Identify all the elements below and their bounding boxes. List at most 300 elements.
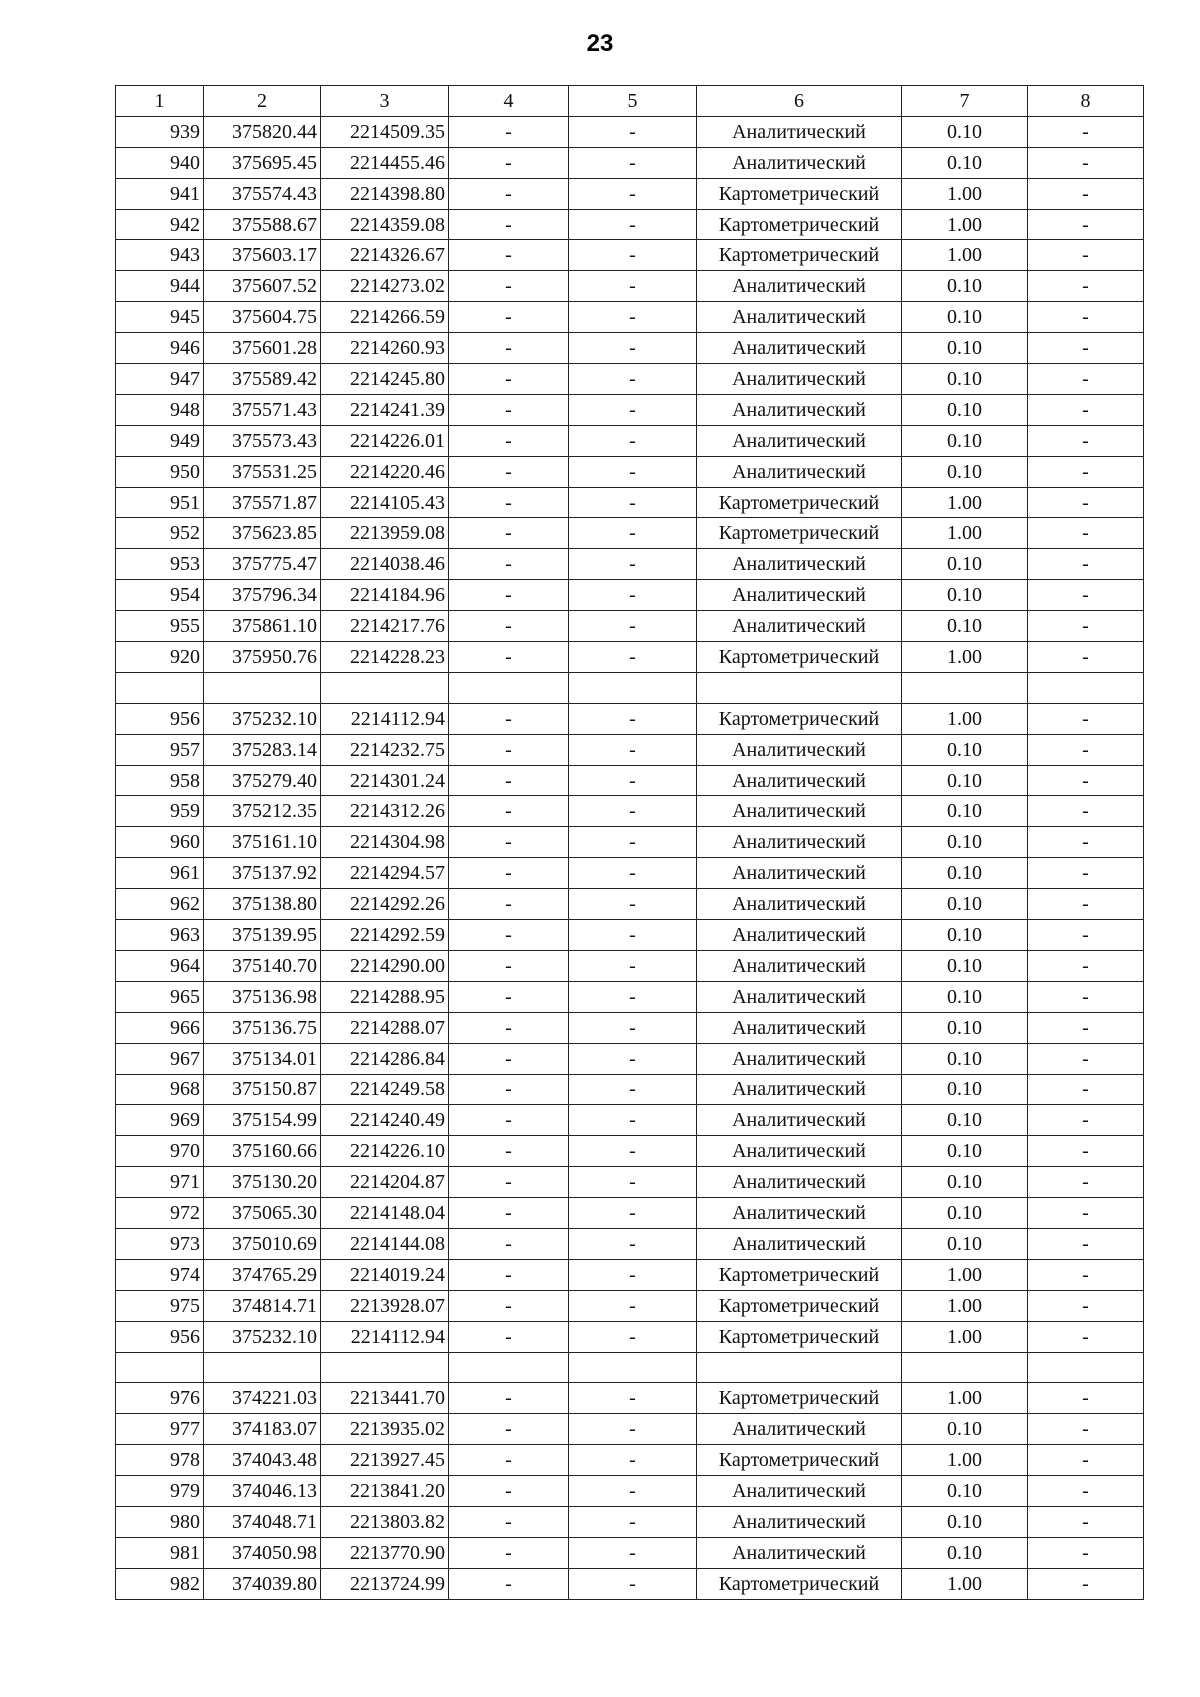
x-coordinate-cell: 375138.80: [204, 889, 321, 920]
method-cell: Аналитический: [697, 1476, 902, 1507]
table-row: [116, 1105, 1144, 1136]
table-row: [116, 271, 1144, 302]
col5-cell: -: [569, 1198, 697, 1229]
col5-cell: -: [569, 827, 697, 858]
table-row: [116, 1167, 1144, 1198]
point-number-cell: 980: [116, 1506, 204, 1537]
y-coordinate-cell: 2213841.20: [321, 1476, 449, 1507]
method-cell: Аналитический: [697, 394, 902, 425]
accuracy-cell: 1.00: [902, 1568, 1028, 1599]
table-row: [116, 518, 1144, 549]
x-coordinate-cell: 375571.43: [204, 394, 321, 425]
col8-cell: -: [1028, 116, 1144, 147]
table-row: [116, 1074, 1144, 1105]
x-coordinate-cell: 375601.28: [204, 333, 321, 364]
x-coordinate-cell: 375588.67: [204, 209, 321, 240]
point-number-cell: 972: [116, 1198, 204, 1229]
col5-cell: -: [569, 1105, 697, 1136]
y-coordinate-cell: 2214312.26: [321, 796, 449, 827]
col5-cell: -: [569, 178, 697, 209]
col5-cell: -: [569, 487, 697, 518]
col4-cell: -: [449, 1290, 569, 1321]
col8-cell: -: [1028, 1074, 1144, 1105]
accuracy-cell: 0.10: [902, 271, 1028, 302]
col4-cell: -: [449, 302, 569, 333]
col4-cell: -: [449, 1537, 569, 1568]
y-coordinate-cell: 2213441.70: [321, 1383, 449, 1414]
method-cell: Картометрический: [697, 240, 902, 271]
y-coordinate-cell: 2214266.59: [321, 302, 449, 333]
col5-cell: -: [569, 1136, 697, 1167]
table-row: [116, 1012, 1144, 1043]
col4-cell: -: [449, 487, 569, 518]
col5-cell: -: [569, 1259, 697, 1290]
point-number-cell: 956: [116, 1321, 204, 1352]
y-coordinate-cell: 2214240.49: [321, 1105, 449, 1136]
accuracy-cell: 0.10: [902, 580, 1028, 611]
col4-cell: -: [449, 394, 569, 425]
table-row: [116, 1321, 1144, 1352]
y-coordinate-cell: 2214455.46: [321, 147, 449, 178]
y-coordinate-cell: 2214228.23: [321, 642, 449, 673]
col4-cell: -: [449, 1445, 569, 1476]
table-row: [116, 178, 1144, 209]
y-coordinate-cell: 2214112.94: [321, 1321, 449, 1352]
y-coordinate-cell: [321, 1352, 449, 1383]
col8-cell: -: [1028, 642, 1144, 673]
table-row: [116, 116, 1144, 147]
col8-cell: -: [1028, 425, 1144, 456]
col4-cell: [449, 672, 569, 703]
point-number-cell: 944: [116, 271, 204, 302]
table-header: [116, 86, 1144, 117]
col4-cell: -: [449, 1476, 569, 1507]
col4-cell: -: [449, 364, 569, 395]
x-coordinate-cell: 374050.98: [204, 1537, 321, 1568]
col4-cell: -: [449, 1259, 569, 1290]
point-number-cell: 950: [116, 456, 204, 487]
y-coordinate-cell: 2214509.35: [321, 116, 449, 147]
col4-cell: -: [449, 827, 569, 858]
col8-cell: -: [1028, 703, 1144, 734]
y-coordinate-cell: 2214292.59: [321, 920, 449, 951]
col5-cell: -: [569, 1414, 697, 1445]
col5-cell: -: [569, 147, 697, 178]
accuracy-cell: 1.00: [902, 1259, 1028, 1290]
table-row: [116, 333, 1144, 364]
point-number-cell: 967: [116, 1043, 204, 1074]
table-row: [116, 920, 1144, 951]
y-coordinate-cell: 2214144.08: [321, 1228, 449, 1259]
col5-cell: -: [569, 209, 697, 240]
accuracy-cell: 0.10: [902, 1476, 1028, 1507]
point-number-cell: 974: [116, 1259, 204, 1290]
point-number-cell: 956: [116, 703, 204, 734]
accuracy-cell: 0.10: [902, 796, 1028, 827]
x-coordinate-cell: 375695.45: [204, 147, 321, 178]
accuracy-cell: 1.00: [902, 1445, 1028, 1476]
method-cell: Аналитический: [697, 1074, 902, 1105]
point-number-cell: [116, 672, 204, 703]
table-row: [116, 1228, 1144, 1259]
table-row: [116, 1476, 1144, 1507]
x-coordinate-cell: 375161.10: [204, 827, 321, 858]
method-cell: Аналитический: [697, 1043, 902, 1074]
accuracy-cell: 0.10: [902, 1105, 1028, 1136]
point-number-cell: 963: [116, 920, 204, 951]
point-number-cell: 968: [116, 1074, 204, 1105]
x-coordinate-cell: 375154.99: [204, 1105, 321, 1136]
method-cell: Аналитический: [697, 364, 902, 395]
col8-cell: -: [1028, 1476, 1144, 1507]
accuracy-cell: 0.10: [902, 456, 1028, 487]
col8-cell: -: [1028, 240, 1144, 271]
col5-cell: -: [569, 889, 697, 920]
table-row: [116, 302, 1144, 333]
col4-cell: -: [449, 796, 569, 827]
col8-cell: -: [1028, 394, 1144, 425]
accuracy-cell: 0.10: [902, 889, 1028, 920]
col5-cell: -: [569, 1012, 697, 1043]
col5-cell: -: [569, 240, 697, 271]
col4-cell: -: [449, 1321, 569, 1352]
y-coordinate-cell: 2214217.76: [321, 611, 449, 642]
accuracy-cell: 0.10: [902, 1136, 1028, 1167]
col4-cell: -: [449, 734, 569, 765]
col8-cell: -: [1028, 889, 1144, 920]
method-cell: Картометрический: [697, 518, 902, 549]
accuracy-cell: 1.00: [902, 178, 1028, 209]
x-coordinate-cell: 374046.13: [204, 1476, 321, 1507]
col8-cell: -: [1028, 487, 1144, 518]
point-number-cell: 951: [116, 487, 204, 518]
y-coordinate-cell: 2214294.57: [321, 858, 449, 889]
point-number-cell: 957: [116, 734, 204, 765]
point-number-cell: 976: [116, 1383, 204, 1414]
accuracy-cell: 1.00: [902, 1321, 1028, 1352]
col4-cell: -: [449, 1198, 569, 1229]
col8-cell: -: [1028, 178, 1144, 209]
y-coordinate-cell: 2214273.02: [321, 271, 449, 302]
table-row: [116, 209, 1144, 240]
col5-cell: -: [569, 642, 697, 673]
col8-cell: -: [1028, 518, 1144, 549]
col5-cell: -: [569, 1506, 697, 1537]
accuracy-cell: 0.10: [902, 1074, 1028, 1105]
table-body: [116, 116, 1144, 1599]
x-coordinate-cell: 375232.10: [204, 703, 321, 734]
method-cell: Картометрический: [697, 1383, 902, 1414]
accuracy-cell: 0.10: [902, 950, 1028, 981]
col8-cell: -: [1028, 611, 1144, 642]
x-coordinate-cell: 375010.69: [204, 1228, 321, 1259]
x-coordinate-cell: 375589.42: [204, 364, 321, 395]
method-cell: [697, 1352, 902, 1383]
col4-cell: -: [449, 1105, 569, 1136]
col4-cell: -: [449, 1383, 569, 1414]
col5-cell: -: [569, 1476, 697, 1507]
col8-cell: -: [1028, 271, 1144, 302]
point-number-cell: 954: [116, 580, 204, 611]
y-coordinate-cell: 2214019.24: [321, 1259, 449, 1290]
col5-cell: -: [569, 1043, 697, 1074]
method-cell: [697, 672, 902, 703]
col5-cell: -: [569, 116, 697, 147]
col5-cell: -: [569, 302, 697, 333]
col8-cell: -: [1028, 858, 1144, 889]
x-coordinate-cell: 375861.10: [204, 611, 321, 642]
y-coordinate-cell: 2214359.08: [321, 209, 449, 240]
point-number-cell: 975: [116, 1290, 204, 1321]
y-coordinate-cell: 2214260.93: [321, 333, 449, 364]
point-number-cell: 971: [116, 1167, 204, 1198]
col4-cell: -: [449, 765, 569, 796]
col4-cell: -: [449, 1228, 569, 1259]
col5-cell: -: [569, 1568, 697, 1599]
point-number-cell: 945: [116, 302, 204, 333]
table-row: [116, 1136, 1144, 1167]
y-coordinate-cell: 2213803.82: [321, 1506, 449, 1537]
col5-cell: -: [569, 1445, 697, 1476]
col5-cell: -: [569, 1167, 697, 1198]
col4-cell: -: [449, 1414, 569, 1445]
method-cell: Картометрический: [697, 1290, 902, 1321]
col5-cell: -: [569, 456, 697, 487]
accuracy-cell: 0.10: [902, 1012, 1028, 1043]
col8-cell: -: [1028, 1136, 1144, 1167]
method-cell: Аналитический: [697, 147, 902, 178]
y-coordinate-cell: 2213928.07: [321, 1290, 449, 1321]
x-coordinate-cell: 374765.29: [204, 1259, 321, 1290]
method-cell: Аналитический: [697, 1167, 902, 1198]
col8-cell: -: [1028, 1012, 1144, 1043]
point-number-cell: 981: [116, 1537, 204, 1568]
point-number-cell: 965: [116, 981, 204, 1012]
point-number-cell: 973: [116, 1228, 204, 1259]
col5-cell: -: [569, 1074, 697, 1105]
point-number-cell: 969: [116, 1105, 204, 1136]
col8-cell: -: [1028, 580, 1144, 611]
col8-cell: -: [1028, 1321, 1144, 1352]
x-coordinate-cell: 375607.52: [204, 271, 321, 302]
method-cell: Аналитический: [697, 950, 902, 981]
accuracy-cell: 0.10: [902, 1167, 1028, 1198]
point-number-cell: 960: [116, 827, 204, 858]
y-coordinate-cell: 2214304.98: [321, 827, 449, 858]
col8-cell: -: [1028, 734, 1144, 765]
x-coordinate-cell: 375571.87: [204, 487, 321, 518]
x-coordinate-cell: 374814.71: [204, 1290, 321, 1321]
method-cell: Аналитический: [697, 734, 902, 765]
method-cell: Аналитический: [697, 302, 902, 333]
col4-cell: -: [449, 178, 569, 209]
x-coordinate-cell: 374043.48: [204, 1445, 321, 1476]
y-coordinate-cell: 2213935.02: [321, 1414, 449, 1445]
col5-cell: -: [569, 611, 697, 642]
y-coordinate-cell: 2214290.00: [321, 950, 449, 981]
col5-cell: -: [569, 1321, 697, 1352]
col8-cell: -: [1028, 456, 1144, 487]
x-coordinate-cell: 375531.25: [204, 456, 321, 487]
col8-cell: -: [1028, 147, 1144, 178]
col4-cell: -: [449, 333, 569, 364]
table-row: [116, 1537, 1144, 1568]
accuracy-cell: 1.00: [902, 518, 1028, 549]
method-cell: Аналитический: [697, 981, 902, 1012]
col8-cell: -: [1028, 1537, 1144, 1568]
col4-cell: -: [449, 950, 569, 981]
y-coordinate-cell: 2214038.46: [321, 549, 449, 580]
y-coordinate-cell: 2214288.07: [321, 1012, 449, 1043]
method-cell: Картометрический: [697, 1321, 902, 1352]
point-number-cell: 952: [116, 518, 204, 549]
col4-cell: -: [449, 1012, 569, 1043]
col5-cell: -: [569, 394, 697, 425]
column-header: 2: [204, 86, 321, 117]
col8-cell: -: [1028, 302, 1144, 333]
table-row: [116, 487, 1144, 518]
x-coordinate-cell: 375775.47: [204, 549, 321, 580]
method-cell: Аналитический: [697, 1105, 902, 1136]
point-number-cell: 961: [116, 858, 204, 889]
col5-cell: -: [569, 425, 697, 456]
x-coordinate-cell: 375136.75: [204, 1012, 321, 1043]
col4-cell: -: [449, 549, 569, 580]
table-row: [116, 1352, 1144, 1383]
y-coordinate-cell: 2214326.67: [321, 240, 449, 271]
col8-cell: -: [1028, 549, 1144, 580]
x-coordinate-cell: 375232.10: [204, 1321, 321, 1352]
x-coordinate-cell: 375820.44: [204, 116, 321, 147]
table-row: [116, 1445, 1144, 1476]
col5-cell: -: [569, 1228, 697, 1259]
table-row: [116, 1198, 1144, 1229]
method-cell: Аналитический: [697, 1537, 902, 1568]
accuracy-cell: 0.10: [902, 920, 1028, 951]
col5-cell: -: [569, 549, 697, 580]
accuracy-cell: 0.10: [902, 765, 1028, 796]
table-row: [116, 827, 1144, 858]
col8-cell: -: [1028, 827, 1144, 858]
col4-cell: -: [449, 518, 569, 549]
column-header: 8: [1028, 86, 1144, 117]
method-cell: Картометрический: [697, 487, 902, 518]
col4-cell: -: [449, 642, 569, 673]
col8-cell: [1028, 672, 1144, 703]
x-coordinate-cell: 375134.01: [204, 1043, 321, 1074]
col8-cell: -: [1028, 364, 1144, 395]
x-coordinate-cell: 375796.34: [204, 580, 321, 611]
x-coordinate-cell: 375573.43: [204, 425, 321, 456]
accuracy-cell: [902, 672, 1028, 703]
method-cell: Аналитический: [697, 1228, 902, 1259]
accuracy-cell: 0.10: [902, 1506, 1028, 1537]
col8-cell: -: [1028, 1167, 1144, 1198]
table-row: [116, 858, 1144, 889]
y-coordinate-cell: 2214241.39: [321, 394, 449, 425]
table-row: [116, 1414, 1144, 1445]
x-coordinate-cell: 375139.95: [204, 920, 321, 951]
y-coordinate-cell: 2214286.84: [321, 1043, 449, 1074]
accuracy-cell: 0.10: [902, 611, 1028, 642]
coordinates-table: [115, 85, 1144, 1600]
col5-cell: -: [569, 858, 697, 889]
col5-cell: -: [569, 796, 697, 827]
point-number-cell: 977: [116, 1414, 204, 1445]
table-row: [116, 889, 1144, 920]
method-cell: Аналитический: [697, 1506, 902, 1537]
table-row: [116, 1290, 1144, 1321]
col8-cell: [1028, 1352, 1144, 1383]
method-cell: Аналитический: [697, 1414, 902, 1445]
table-row: [116, 1568, 1144, 1599]
method-cell: Аналитический: [697, 549, 902, 580]
y-coordinate-cell: 2214301.24: [321, 765, 449, 796]
x-coordinate-cell: 375136.98: [204, 981, 321, 1012]
table-row: [116, 580, 1144, 611]
table-row: [116, 394, 1144, 425]
x-coordinate-cell: 375160.66: [204, 1136, 321, 1167]
col5-cell: -: [569, 518, 697, 549]
table-row: [116, 642, 1144, 673]
y-coordinate-cell: 2214288.95: [321, 981, 449, 1012]
y-coordinate-cell: 2214112.94: [321, 703, 449, 734]
table-row: [116, 1383, 1144, 1414]
point-number-cell: 949: [116, 425, 204, 456]
x-coordinate-cell: 374048.71: [204, 1506, 321, 1537]
method-cell: Аналитический: [697, 333, 902, 364]
x-coordinate-cell: 375950.76: [204, 642, 321, 673]
table-row: [116, 796, 1144, 827]
col8-cell: -: [1028, 1414, 1144, 1445]
accuracy-cell: 1.00: [902, 240, 1028, 271]
col4-cell: -: [449, 147, 569, 178]
y-coordinate-cell: 2213927.45: [321, 1445, 449, 1476]
table-row: [116, 611, 1144, 642]
accuracy-cell: 0.10: [902, 147, 1028, 178]
method-cell: Аналитический: [697, 920, 902, 951]
x-coordinate-cell: 375150.87: [204, 1074, 321, 1105]
accuracy-cell: [902, 1352, 1028, 1383]
table-row: [116, 672, 1144, 703]
col8-cell: -: [1028, 950, 1144, 981]
accuracy-cell: 0.10: [902, 981, 1028, 1012]
method-cell: Аналитический: [697, 827, 902, 858]
y-coordinate-cell: 2214398.80: [321, 178, 449, 209]
col5-cell: -: [569, 1537, 697, 1568]
point-number-cell: 959: [116, 796, 204, 827]
table-row: [116, 1506, 1144, 1537]
col4-cell: -: [449, 1043, 569, 1074]
col4-cell: -: [449, 920, 569, 951]
column-header: 5: [569, 86, 697, 117]
col5-cell: -: [569, 364, 697, 395]
col4-cell: -: [449, 611, 569, 642]
col8-cell: -: [1028, 1259, 1144, 1290]
col5-cell: -: [569, 1383, 697, 1414]
method-cell: Аналитический: [697, 858, 902, 889]
accuracy-cell: 0.10: [902, 333, 1028, 364]
table-row: [116, 950, 1144, 981]
col5-cell: -: [569, 580, 697, 611]
col4-cell: -: [449, 858, 569, 889]
x-coordinate-cell: 375623.85: [204, 518, 321, 549]
y-coordinate-cell: 2213724.99: [321, 1568, 449, 1599]
accuracy-cell: 0.10: [902, 827, 1028, 858]
table-row: [116, 1259, 1144, 1290]
col5-cell: -: [569, 950, 697, 981]
col4-cell: -: [449, 703, 569, 734]
